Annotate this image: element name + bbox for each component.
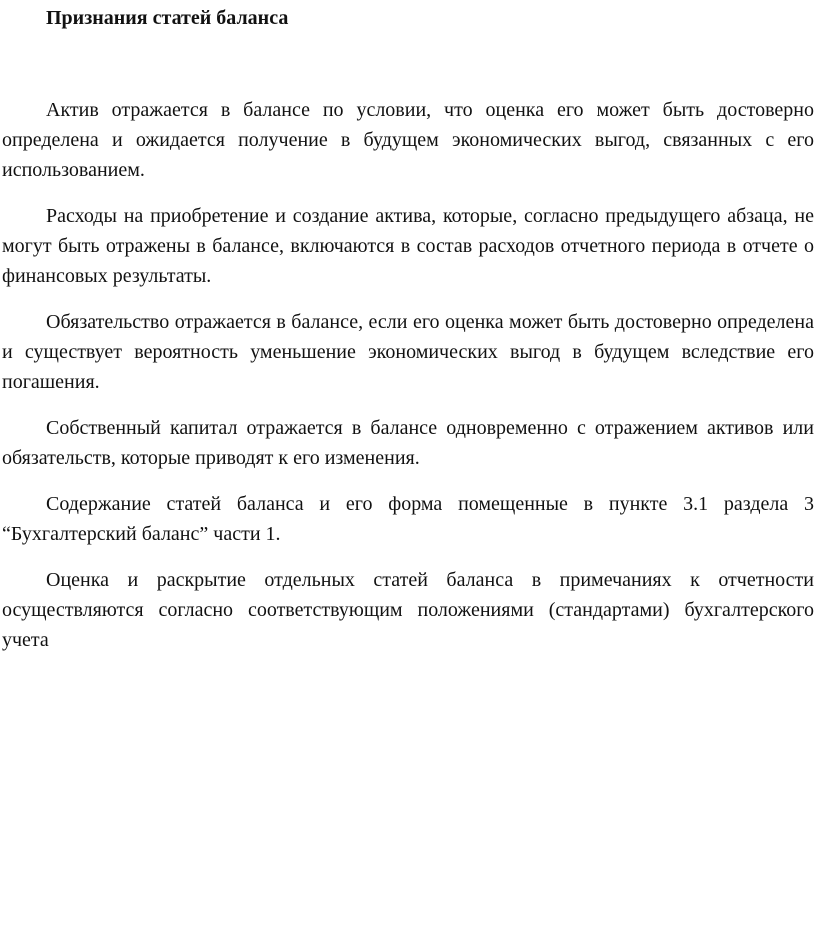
paragraph-liability-recognition: Обязательство отражается в балансе, если его оценка может быть достоверно определена и существует вероятность уменьшение экономических выгод в будущем вследствие его погашения.: [2, 311, 814, 393]
document-body: [2, 95, 814, 671]
paragraph-asset-expenses: Расходы на приобретение и создание актива, которые, согласно предыдущего абзаца, не могут быть отражены в балансе, включаются в состав расходов отчетного периода в отчете о финансовых результаты.: [2, 205, 814, 287]
paragraph-disclosure: Оценка и раскрытие отдельных статей баланса в примечаниях к отчетности осуществляются согласно соответствующим положениями (стандартами) бухгалтерского учета: [2, 569, 814, 651]
paragraph-asset-recognition: Актив отражается в балансе по условии, что оценка его может быть достоверно определена и ожидается получение в будущем экономических выгод, связанных с его использованием.: [2, 99, 814, 181]
document-title: Признания статей баланса: [46, 7, 289, 29]
paragraph-balance-content: Содержание статей баланса и его форма помещенные в пункте 3.1 раздела 3 “Бухгалтерский баланс” части 1.: [2, 493, 814, 545]
paragraph-equity: Собственный капитал отражается в балансе одновременно с отражением активов или обязательств, которые приводят к его изменения.: [2, 417, 814, 469]
